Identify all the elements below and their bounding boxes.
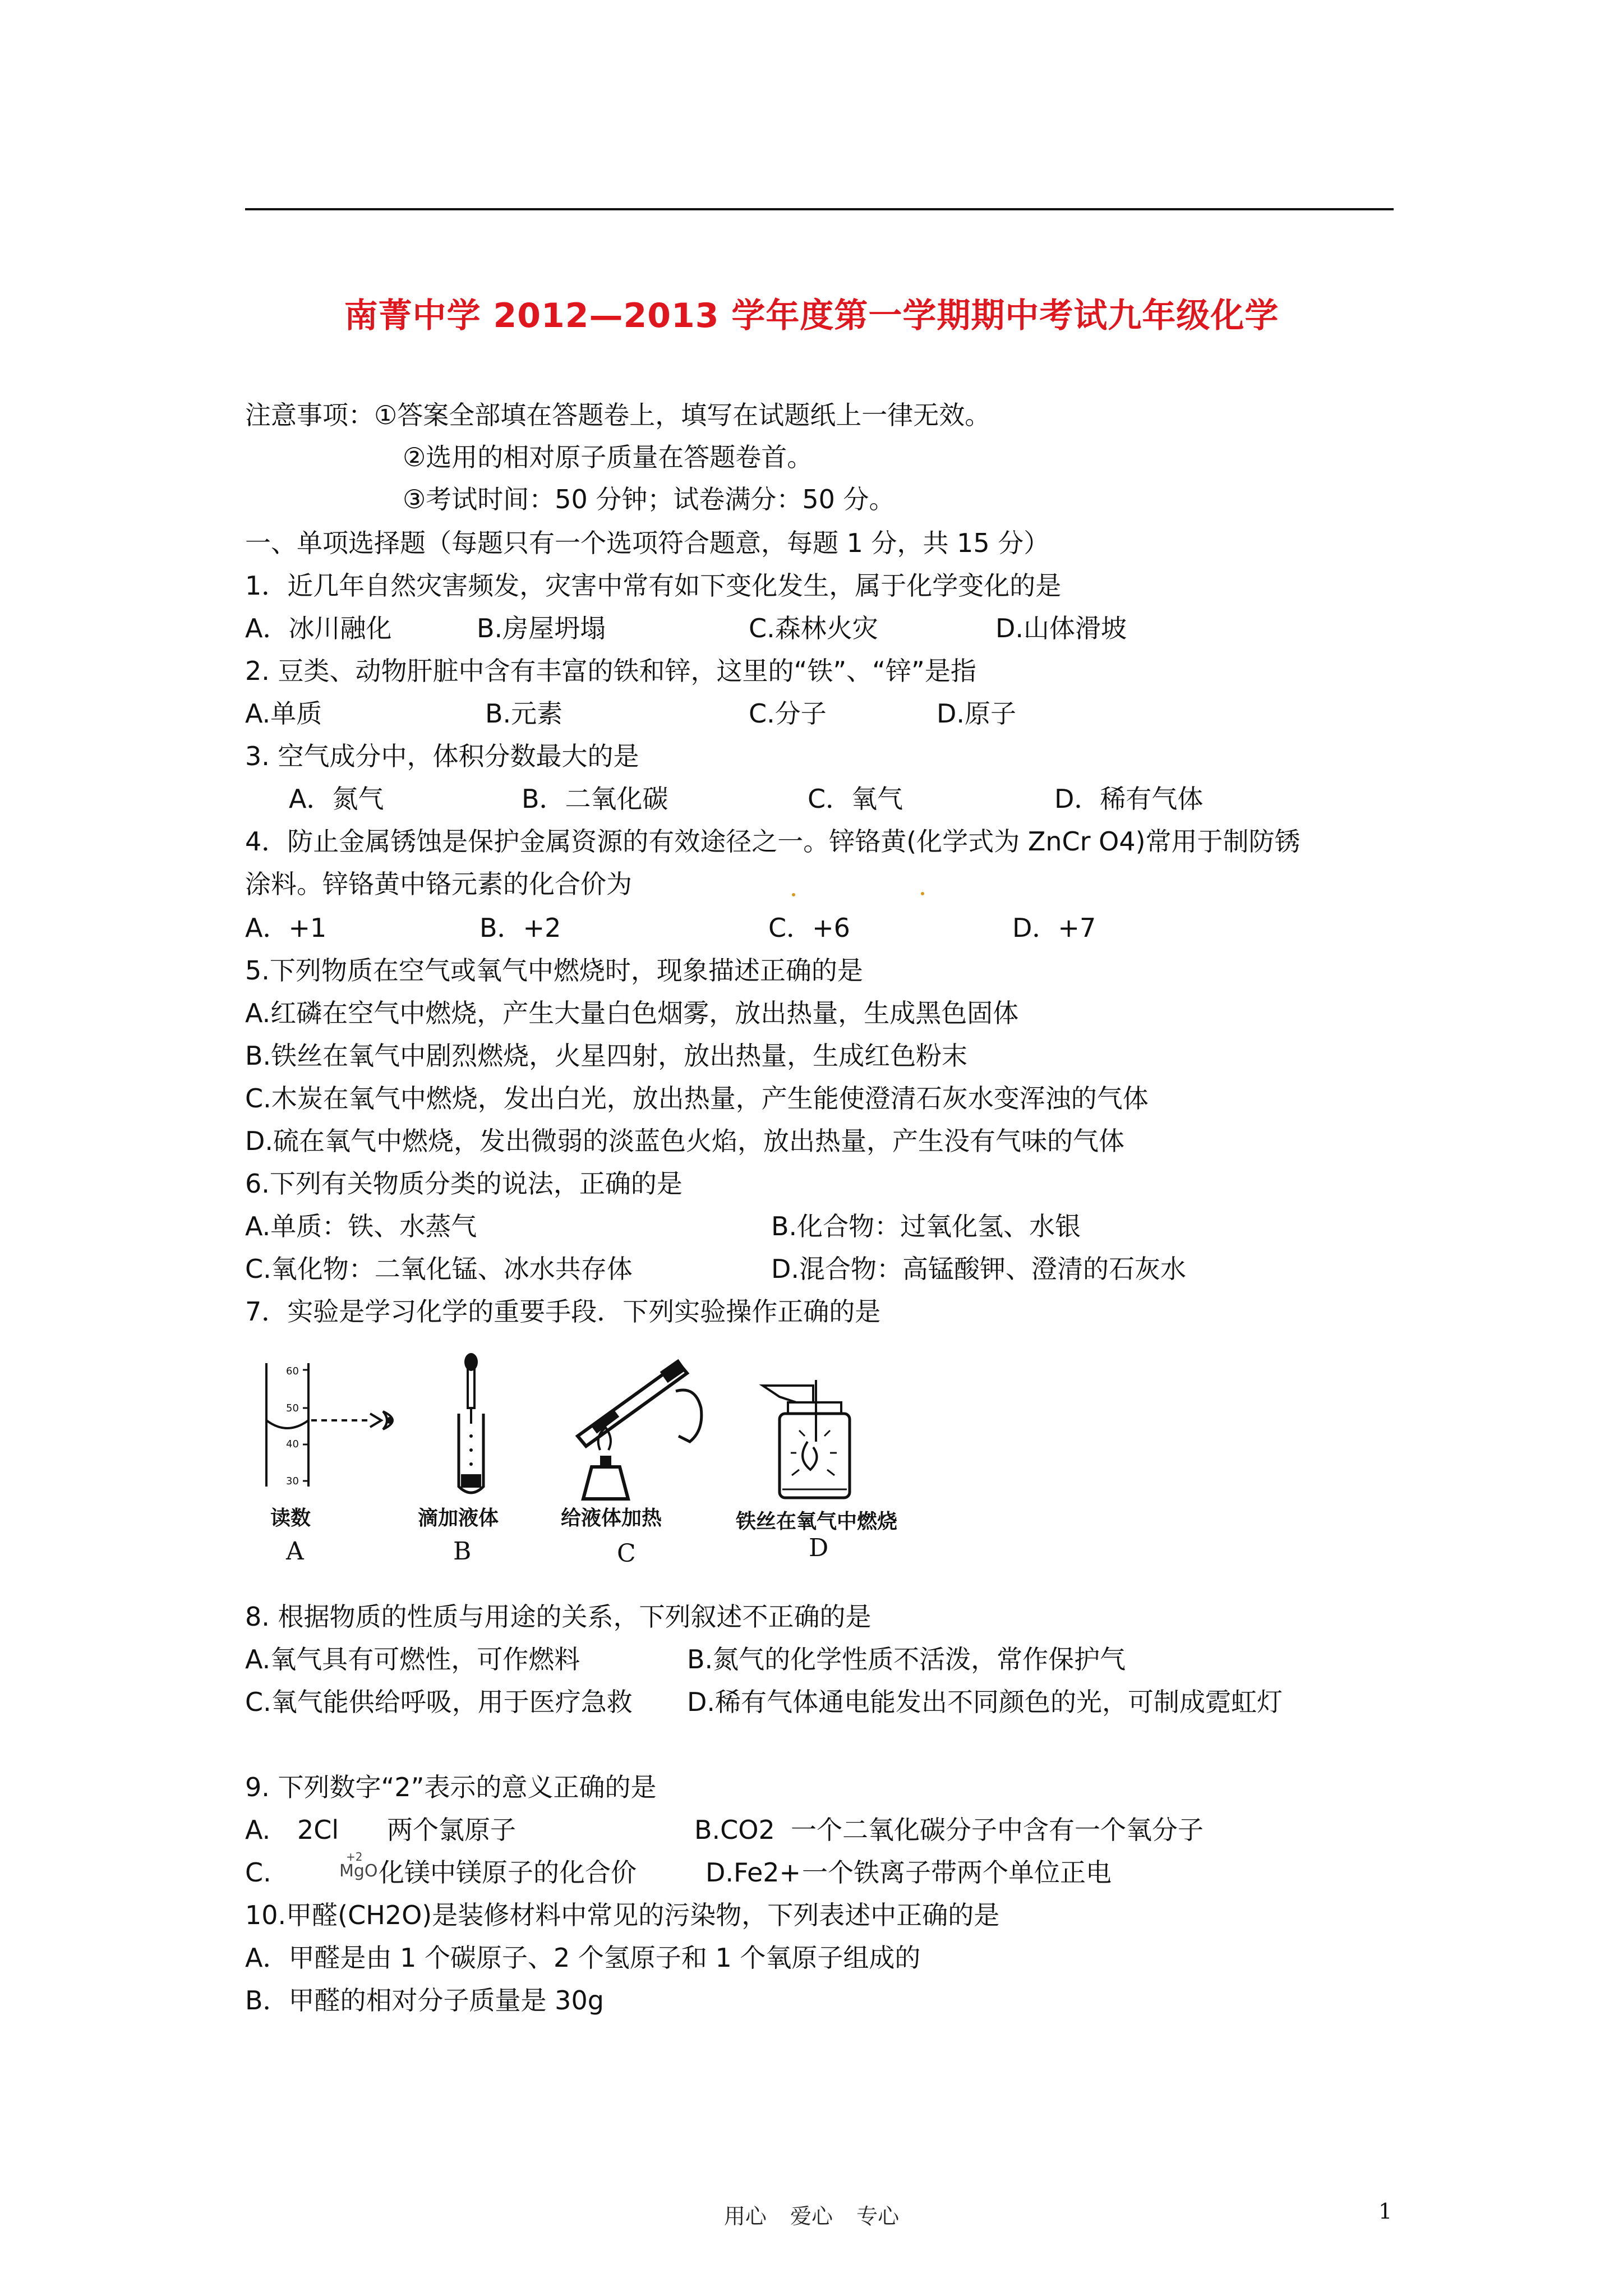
section-heading: 一、单项选择题（每题只有一个选项符合题意，每题 1 分，共 15 分）	[245, 528, 1050, 558]
exam-title: 南菁中学 2012—2013 学年度第一学期期中考试九年级化学	[344, 296, 1279, 335]
q5-option-a: A.红磷在空气中燃烧，产生大量白色烟雾，放出热量，生成黑色固体	[245, 998, 1019, 1028]
question-9-stem: 9. 下列数字“2”表示的意义正确的是	[245, 1772, 657, 1802]
stray-mark	[792, 893, 795, 896]
notice-item: ②选用的相对原子质量在答题卷首。	[403, 442, 813, 472]
question-8-stem: 8. 根据物质的性质与用途的关系，下列叙述不正确的是	[245, 1602, 872, 1632]
q5-option-d: D.硫在氧气中燃烧，发出微弱的淡蓝色火焰，放出热量，产生没有气味的气体	[245, 1126, 1125, 1156]
question-3-stem: 3. 空气成分中，体积分数最大的是	[245, 741, 639, 771]
page-footer: 用心 爱心 专心	[723, 2204, 900, 2229]
q10-option-b: B．甲醛的相对分子质量是 30g	[245, 1985, 604, 2016]
q1-option-b: B.房屋坍塌	[477, 613, 606, 643]
figure-a-label: 读数	[270, 1507, 311, 1530]
q6-option-a: A.单质：铁、水蒸气	[245, 1211, 477, 1241]
q9-option-a-code: 2Cl	[297, 1815, 339, 1845]
q6-option-d: D.混合物：高锰酸钾、澄清的石灰水	[771, 1254, 1187, 1284]
q2-option-c: C.分子	[749, 698, 827, 729]
q8-option-c: C.氧气能供给呼吸，用于医疗急救	[245, 1687, 633, 1717]
q4-option-c: C．+6	[768, 913, 850, 943]
tick-label: 60	[286, 1365, 299, 1377]
q9-option-b-text: 一个二氧化碳分子中含有一个氧分子	[791, 1815, 1204, 1845]
figure-d-label: 铁丝在氧气中燃烧	[736, 1510, 898, 1533]
tick-label: 40	[286, 1438, 299, 1450]
tick-label: 30	[286, 1475, 299, 1487]
notice-item: ③考试时间：50 分钟；试卷满分：50 分。	[403, 484, 895, 514]
q9-option-c-text: 化镁中镁原子的化合价	[379, 1857, 637, 1888]
q6-option-c: C.氧化物：二氧化锰、冰水共存体	[245, 1254, 633, 1284]
formula-mgo: MgO	[339, 1861, 378, 1881]
figure-a-letter: A	[286, 1537, 304, 1566]
figure-a-cylinder-reading	[255, 1358, 407, 1492]
q4-option-d: D．+7	[1012, 913, 1096, 943]
q9-option-a-text: 两个氯原子	[387, 1815, 516, 1845]
notice-item: ①答案全部填在答题卷上，填写在试题纸上一律无效。	[374, 400, 991, 430]
q3-option-b: B．二氧化碳	[522, 784, 668, 814]
q9-option-d-code: D.Fe2+	[706, 1857, 801, 1888]
stray-mark	[921, 892, 924, 895]
q9-option-c-label: C.	[245, 1857, 271, 1888]
charge-mark: +2	[346, 1850, 363, 1864]
q3-option-a: A．氮气	[289, 784, 384, 814]
figure-c-label: 给液体加热	[561, 1507, 662, 1530]
q6-option-b: B.化合物：过氧化氢、水银	[771, 1211, 1081, 1241]
q9-option-a-label: A.	[245, 1815, 271, 1845]
figure-d-letter: D	[809, 1534, 829, 1562]
notice-label: 注意事项：	[245, 400, 374, 430]
q5-option-c: C.木炭在氧气中燃烧，发出白光，放出热量，产生能使澄清石灰水变浑浊的气体	[245, 1083, 1149, 1114]
notice-line-1	[245, 398, 990, 432]
q4-option-a: A．+1	[245, 913, 327, 943]
q4-option-b: B．+2	[479, 913, 561, 943]
question-1-stem: 1．近几年自然灾害频发，灾害中常有如下变化发生，属于化学变化的是	[245, 570, 1062, 601]
figure-b-dropper	[443, 1352, 499, 1503]
q2-option-d: D.原子	[937, 698, 1017, 729]
q2-option-b: B.元素	[485, 698, 563, 729]
q9-option-d-text: 一个铁离子带两个单位正电	[802, 1857, 1112, 1888]
figure-c-heating-liquid	[561, 1352, 707, 1503]
q1-option-a: A．冰川融化	[245, 613, 392, 643]
q9-option-c-formula	[339, 1851, 378, 1880]
q3-option-d: D．稀有气体	[1054, 784, 1204, 814]
figure-b-letter: B	[453, 1537, 472, 1566]
figure-b-label: 滴加液体	[418, 1507, 499, 1530]
q5-option-b: B.铁丝在氧气中剧烈燃烧，火星四射，放出热量，生成红色粉末	[245, 1041, 968, 1071]
q1-option-d: D.山体滑坡	[995, 613, 1127, 643]
q2-option-a: A.单质	[245, 698, 322, 729]
question-7-stem: 7．实验是学习化学的重要手段．下列实验操作正确的是	[245, 1296, 881, 1327]
question-4-stem-line-2: 涂料。锌铬黄中铬元素的化合价为	[245, 869, 632, 899]
header-rule	[245, 208, 1394, 210]
q8-option-d: D.稀有气体通电能发出不同颜色的光，可制成霓虹灯	[687, 1687, 1283, 1717]
figure-d-iron-wire-burning	[757, 1380, 869, 1503]
question-2-stem: 2. 豆类、动物肝脏中含有丰富的铁和锌，这里的“铁”、“锌”是指	[245, 656, 976, 686]
q3-option-c: C．氧气	[808, 784, 903, 814]
question-10-stem: 10.甲醛(CH2O)是装修材料中常见的污染物，下列表述中正确的是	[245, 1900, 1000, 1930]
q1-option-c: C.森林火灾	[749, 613, 878, 643]
q9-option-b-code: B.CO2	[694, 1815, 775, 1845]
figure-c-letter: C	[617, 1539, 636, 1568]
q8-option-a: A.氧气具有可燃性，可作燃料	[245, 1644, 580, 1674]
q8-option-b: B.氮气的化学性质不活泼，常作保护气	[687, 1644, 1126, 1674]
question-5-stem: 5.下列物质在空气或氧气中燃烧时，现象描述正确的是	[245, 955, 863, 986]
tick-label: 50	[286, 1402, 299, 1414]
q10-option-a: A．甲醛是由 1 个碳原子、2 个氢原子和 1 个氧原子组成的	[245, 1943, 921, 1973]
question-4-stem-line-1: 4．防止金属锈蚀是保护金属资源的有效途径之一。锌铬黄(化学式为 ZnCr O4)常用于制防锈	[245, 826, 1301, 857]
page-number: 1	[1378, 2199, 1393, 2224]
question-6-stem: 6.下列有关物质分类的说法，正确的是	[245, 1168, 683, 1199]
